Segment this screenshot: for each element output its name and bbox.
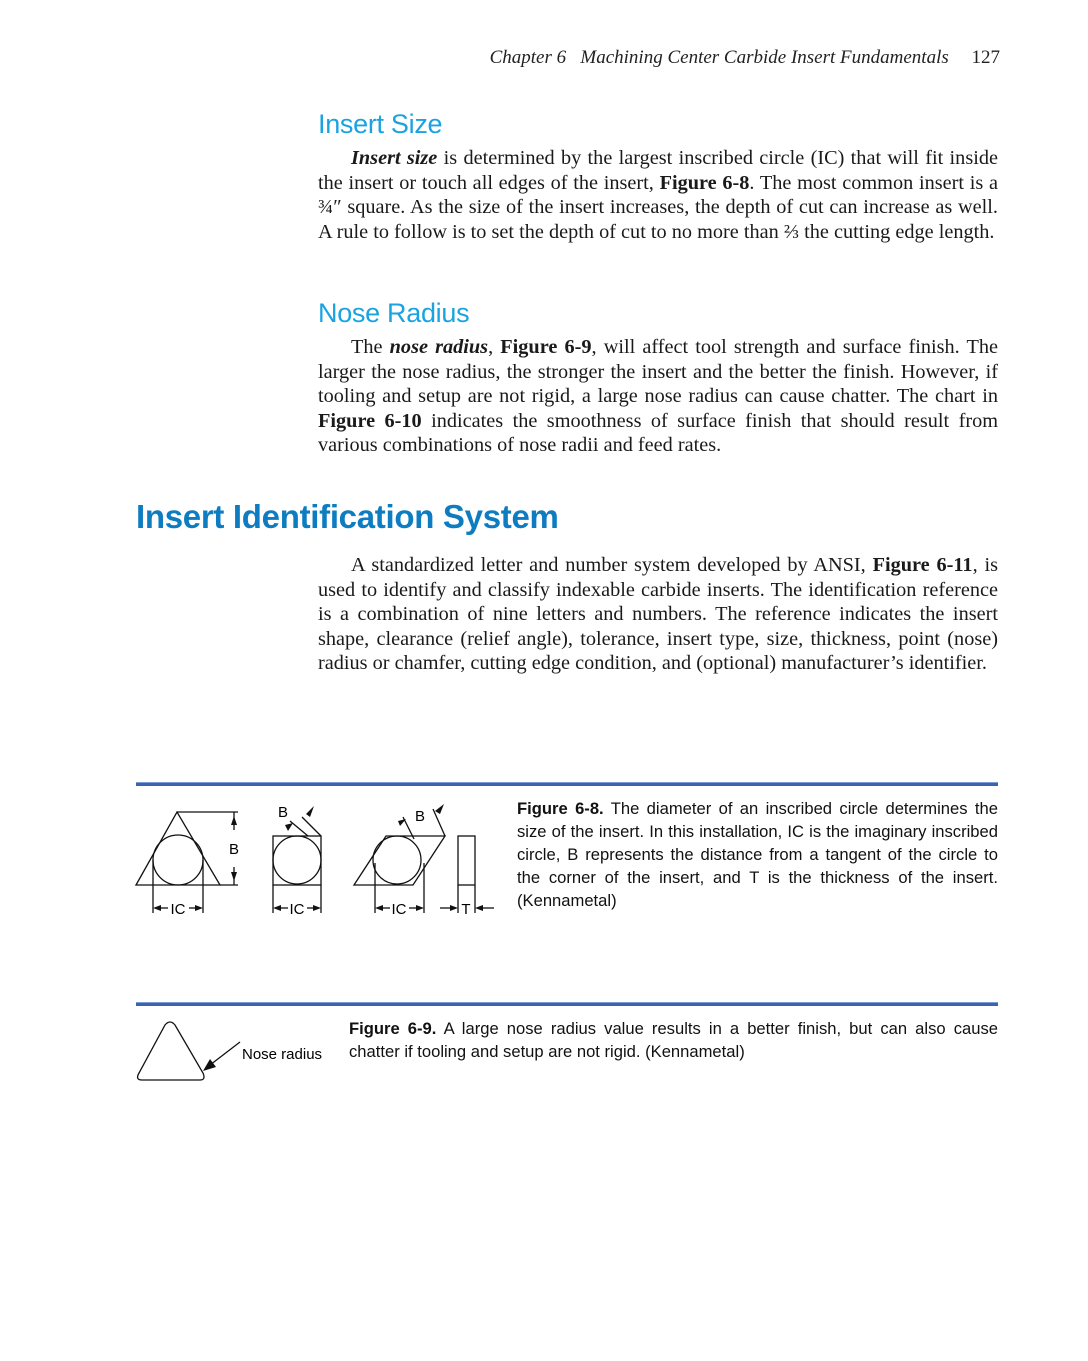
label-ic: IC	[170, 901, 186, 918]
label-ic: IC	[289, 901, 305, 918]
figure-6-9-diagram	[130, 1015, 350, 1090]
figure-ref-6-9[interactable]: Figure 6-9	[500, 336, 592, 358]
paragraph-insert-identification	[318, 553, 998, 676]
text: ,	[488, 336, 501, 358]
section-insert-size	[318, 109, 998, 244]
label-nose-radius: Nose radius	[242, 1046, 323, 1063]
figure-ref-6-10[interactable]: Figure 6-10	[318, 409, 422, 432]
text: . The most common insert is a ¾″ square. As the size of the insert increases, the depth of cut can increase as well. A rule to follow is to set the depth of cut to no more than ⅔ the cutting edge length.	[318, 171, 998, 243]
paragraph-insert-size	[318, 146, 998, 244]
label-b: B	[414, 808, 426, 825]
text: indicates the smoothness of surface finish that should result from various combinations of nose radii and feed rates.	[318, 409, 999, 457]
figure-label-6-8: Figure 6-8.	[517, 799, 604, 818]
text: is determined by the largest inscribed circle (IC) that will fit inside the insert or touch all edges of the insert,	[318, 147, 998, 194]
heading-insert-size: Insert Size	[318, 109, 443, 139]
term-nose-radius: nose radius	[389, 336, 489, 358]
label-b: B	[277, 804, 289, 821]
figure-caption-6-8	[517, 797, 998, 912]
chapter-title: Machining Center Carbide Insert Fundamentals	[580, 47, 949, 68]
running-head	[490, 47, 1000, 69]
paragraph-nose-radius	[318, 335, 998, 458]
label-ic: IC	[391, 901, 407, 918]
figure-rule-6-8	[136, 782, 998, 786]
figure-rule-6-9	[136, 1002, 998, 1006]
text: , will affect tool strength and surface finish. The larger the nose radius, the stronger the insert and the better the finish. However, if tooling and setup are not rigid, a large nose radius can cause chatter. The chart in	[318, 336, 998, 408]
heading-insert-identification: Insert Identification System	[136, 498, 559, 535]
section-nose-radius	[318, 298, 998, 458]
triangle-insert-icon	[136, 812, 238, 913]
figure-label-6-9: Figure 6-9.	[349, 1019, 437, 1038]
label-t: T	[461, 901, 471, 918]
square-insert-icon	[273, 817, 321, 913]
text: The	[351, 336, 390, 358]
figure-ref-6-11[interactable]: Figure 6-11	[872, 554, 973, 576]
caption-text: The diameter of an inscribed circle determines the size of the insert. In this installation, IC is the imaginary inscribed circle, B represents the distance from a tangent of the circle to the corner of the insert, and T is the thickness of the insert. (Kennametal)	[517, 799, 998, 910]
term-insert-size: Insert size	[351, 147, 438, 169]
section-insert-identification	[318, 553, 998, 676]
label-b: B	[228, 841, 240, 858]
figure-ref-6-8[interactable]: Figure 6-8	[659, 171, 750, 194]
page-number: 127	[971, 47, 1000, 68]
figure-6-8-diagram	[130, 795, 510, 920]
figure-caption-6-9	[349, 1017, 998, 1063]
chapter-label: Chapter 6	[489, 47, 567, 68]
nose-radius-insert-icon	[138, 1022, 204, 1080]
text: A standardized letter and number system developed by ANSI,	[351, 554, 873, 576]
heading-nose-radius: Nose Radius	[318, 298, 470, 328]
arrow-icon	[203, 1059, 216, 1071]
caption-text: A large nose radius value results in a better finish, but can also cause chatter if tooling and setup are not rigid. (Kennametal)	[349, 1019, 998, 1061]
text: , is used to identify and classify indexable carbide inserts. The identification reference is a combination of nine letters and numbers. The reference indicates the insert shape, clearance (relief angle), tolerance, insert type, size, thickness, point (nose) radius or chamfer, cutting edge condition, and (optional) manufacturer’s identifier.	[318, 554, 998, 675]
